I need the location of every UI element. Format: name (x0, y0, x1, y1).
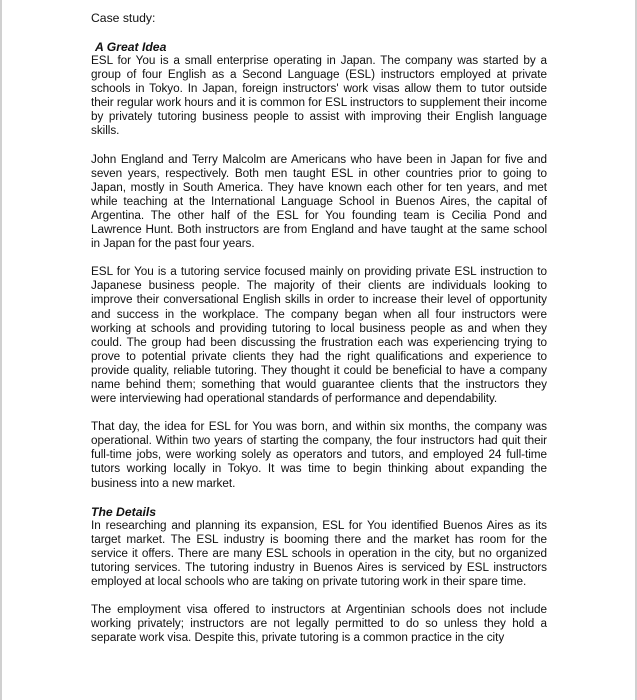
document-page (91, 11, 547, 659)
section-heading-the-details: The Details (91, 504, 157, 519)
case-study-label: Case study: (91, 11, 156, 25)
page-edge-left (0, 0, 2, 700)
paragraph: In researching and planning its expansion, ESL for You identified Buenos Aires as its target market. The ESL industry is booming there and the market has room for the service it offers. There are many ESL schools in operation in the city, but no organized tutoring services. The tutoring industry in Buenos Aires is serviced by ESL instructors employed at local schools who are taking on private tutoring work in their spare time. (91, 518, 547, 588)
paragraph: ESL for You is a tutoring service focused mainly on providing private ESL instruction to Japanese business people. The majority of their clients are individuals looking to improve their conversational English skills in order to increase their level of opportunity and success in the workplace. The company began when all four instructors were working at schools and providing tutoring to local business people as and when they could. The group had been discussing the frustration each was experiencing trying to prove to potential private clients they had the right qualifications and experience to provide quality, reliable tutoring. They thought it could be beneficial to have a company name behind them; something that would guarantee clients that the instructors they were interviewing had operational standards of performance and dependability. (91, 265, 547, 406)
paragraph: ESL for You is a small enterprise operating in Japan. The company was started by a group of four English as a Second Language (ESL) instructors employed at private schools in Tokyo. In Japan, foreign instructors' work visas allow them to tutor outside their regular work hours and it is common for ESL instructors to supplement their income by privately tutoring business people to assist with improving their English language skills. (91, 54, 547, 138)
section-heading-a-great-idea: A Great Idea (95, 40, 167, 54)
paragraph: The employment visa offered to instructors at Argentinian schools does not include working privately; instructors are not legally permitted to do so unless they hold a separate work visa. Despite this, private tutoring is a common practice in the city (91, 603, 547, 645)
paragraph: John England and Terry Malcolm are Americans who have been in Japan for five and seven years, respectively. Both men taught ESL in other countries prior to going to Japan, mostly in South America. They have known each other for ten years, and met while teaching at the International Language School in Buenos Aires, the capital of Argentina. The other half of the ESL for You founding team is Cecilia Pond and Lawrence Hunt. Both instructors are from England and have taught at the same school in Japan for the past four years. (91, 152, 547, 251)
paragraph: That day, the idea for ESL for You was born, and within six months, the company was operational. Within two years of starting the company, the four instructors had quit their full-time jobs, were working solely as operators and tutors, and employed 24 full-time tutors working locally in Tokyo. It was time to begin thinking about expanding the business into a new market. (91, 420, 547, 490)
